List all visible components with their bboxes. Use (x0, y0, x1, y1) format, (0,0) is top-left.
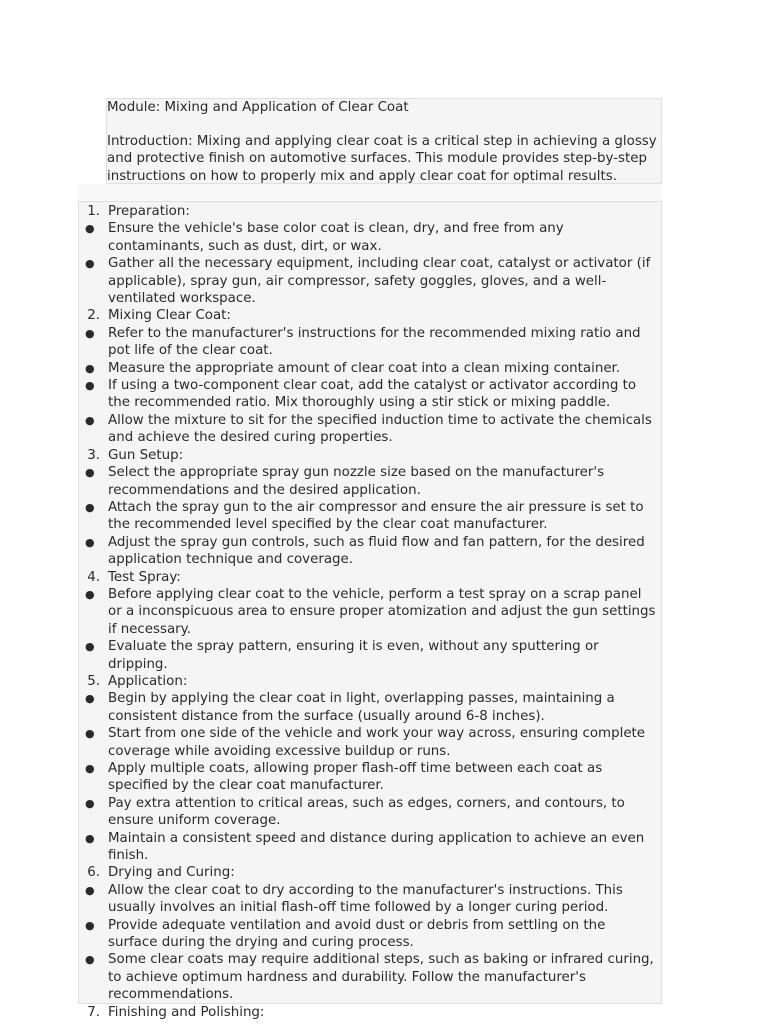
bullet-text: Start from one side of the vehicle and work your way across, ensuring complete coverage while avoiding excessive buildup or runs. (108, 726, 646, 759)
step-title: Test Spray: (108, 569, 181, 585)
bullet-item (79, 255, 663, 307)
bullet-item (79, 220, 663, 255)
bullet-icon: ● (85, 727, 95, 741)
step-title: Application: (108, 673, 188, 689)
bullet-icon: ● (85, 953, 95, 967)
bullet-text: Provide adequate ventilation and avoid dust or debris from settling on the surface during the drying and curing process. (108, 917, 606, 951)
step-number: 6. (87, 865, 100, 881)
bullet-item (79, 360, 663, 377)
bullet-icon: ● (85, 640, 95, 654)
step-number: 4. (87, 569, 100, 585)
step-heading (79, 673, 663, 690)
step-heading (79, 569, 663, 586)
bullet-item (79, 690, 663, 725)
step-title: Mixing Clear Coat: (108, 308, 231, 324)
bullet-icon: ● (85, 796, 95, 810)
step-title: Preparation: (108, 204, 190, 219)
step-heading (79, 307, 663, 324)
bullet-icon: ● (85, 500, 95, 514)
step-heading (79, 1004, 663, 1021)
bullet-icon: ● (85, 257, 95, 271)
bullet-item (79, 951, 663, 1003)
bullet-icon: ● (85, 883, 95, 897)
bullet-item (79, 534, 663, 569)
bullet-text: Ensure the vehicle's base color coat is clean, dry, and free from any contaminants, such as dust, dirt, or wax. (108, 221, 564, 254)
step-heading (79, 864, 663, 881)
step-title: Gun Setup: (108, 447, 184, 463)
bullet-item (79, 586, 663, 638)
step-heading (79, 203, 663, 220)
bullet-text: Allow the mixture to sit for the specified induction time to activate the chemicals and achieve the desired curing properties. (108, 412, 652, 446)
bullet-icon: ● (85, 918, 95, 932)
section-divider (78, 184, 662, 201)
bullet-text: Allow the clear coat to dry according to the manufacturer's instructions. This usually involves an initial flash-off time followed by a longer curing period. (108, 882, 623, 916)
bullet-text: Gather all the necessary equipment, including clear coat, catalyst or activator (if applicable), spray gun, air compressor, safety goggles, gloves, and a well-ventilated workspace. (108, 256, 651, 307)
bullet-item (79, 499, 663, 534)
bullet-icon: ● (85, 762, 95, 775)
steps-list (78, 201, 662, 1020)
bullet-text: Apply multiple coats, allowing proper flash-off time between each coat as specified by the clear coat manufacturer. (108, 761, 603, 794)
bullet-item (79, 760, 663, 795)
bullet-text: Evaluate the spray pattern, ensuring it is even, without any sputtering or dripping. (108, 639, 599, 672)
step-number: 3. (87, 447, 100, 463)
bullet-icon: ● (85, 535, 95, 549)
step-heading (79, 447, 663, 464)
bullet-text: Maintain a consistent speed and distance during application to achieve an even finish. (108, 830, 645, 864)
bullet-item (79, 882, 663, 917)
introduction-paragraph: Introduction: Mixing and applying clear coat is a critical step in achieving a glossy and protective finish on automotive surfaces. This module provides step-by-step instructions on how to properly mix and apply clear coat for optimal results. (107, 134, 657, 184)
bullet-icon: ● (85, 692, 95, 706)
bullet-icon: ● (85, 413, 95, 427)
bullet-icon: ● (85, 466, 95, 480)
bullet-text: Before applying clear coat to the vehicle, perform a test spray on a scrap panel or a inconspicuous area to ensure proper atomization and adjust the gun settings if necessary. (108, 586, 656, 637)
step-number: 5. (87, 673, 100, 689)
bullet-item (79, 377, 663, 412)
bullet-item (79, 725, 663, 760)
step-number: 1. (87, 204, 100, 219)
intro-section (106, 98, 662, 184)
step-title: Finishing and Polishing: (108, 1004, 265, 1020)
bullet-item (79, 830, 663, 865)
bullet-text: Some clear coats may require additional steps, such as baking or infrared curing, to achieve optimum hardness and durability. Follow the manufacturer's recommendations. (108, 952, 654, 1003)
step-number: 2. (87, 308, 100, 324)
bullet-icon: ● (85, 326, 95, 340)
bullet-text: Begin by applying the clear coat in light, overlapping passes, maintaining a consistent distance from the surface (usually around 6-8 inches). (108, 691, 615, 724)
module-title: Module: Mixing and Application of Clear Coat (107, 100, 409, 115)
step-number: 7. (87, 1004, 100, 1020)
bullet-icon: ● (85, 222, 95, 236)
step-title: Drying and Curing: (108, 865, 235, 881)
bullet-icon: ● (85, 587, 95, 601)
bullet-item (79, 325, 663, 360)
bullet-text: Measure the appropriate amount of clear coat into a clean mixing container. (108, 360, 621, 376)
bullet-icon: ● (85, 831, 95, 845)
bullet-text: If using a two-component clear coat, add the catalyst or activator according to the recommended ratio. Mix thoroughly using a stir stick or mixing paddle. (108, 378, 637, 411)
steps-list-rows (79, 203, 663, 1021)
bullet-text: Pay extra attention to critical areas, such as edges, corners, and contours, to ensure uniform coverage. (108, 795, 625, 829)
bullet-item (79, 464, 663, 499)
bullet-item (79, 795, 663, 830)
bullet-icon: ● (85, 361, 95, 375)
bullet-text: Select the appropriate spray gun nozzle size based on the manufacturer's recommendations and the desired application. (108, 465, 605, 498)
bullet-text: Refer to the manufacturer's instructions for the recommended mixing ratio and pot life of the clear coat. (108, 325, 641, 359)
bullet-item (79, 412, 663, 447)
bullet-text: Adjust the spray gun controls, such as fluid flow and fan pattern, for the desired application technique and coverage. (108, 534, 645, 568)
bullet-text: Attach the spray gun to the air compressor and ensure the air pressure is set to the recommended level specified by the clear coat manufacturer. (108, 499, 644, 533)
bullet-icon: ● (85, 379, 95, 393)
bullet-item (79, 638, 663, 673)
bullet-item (79, 917, 663, 952)
